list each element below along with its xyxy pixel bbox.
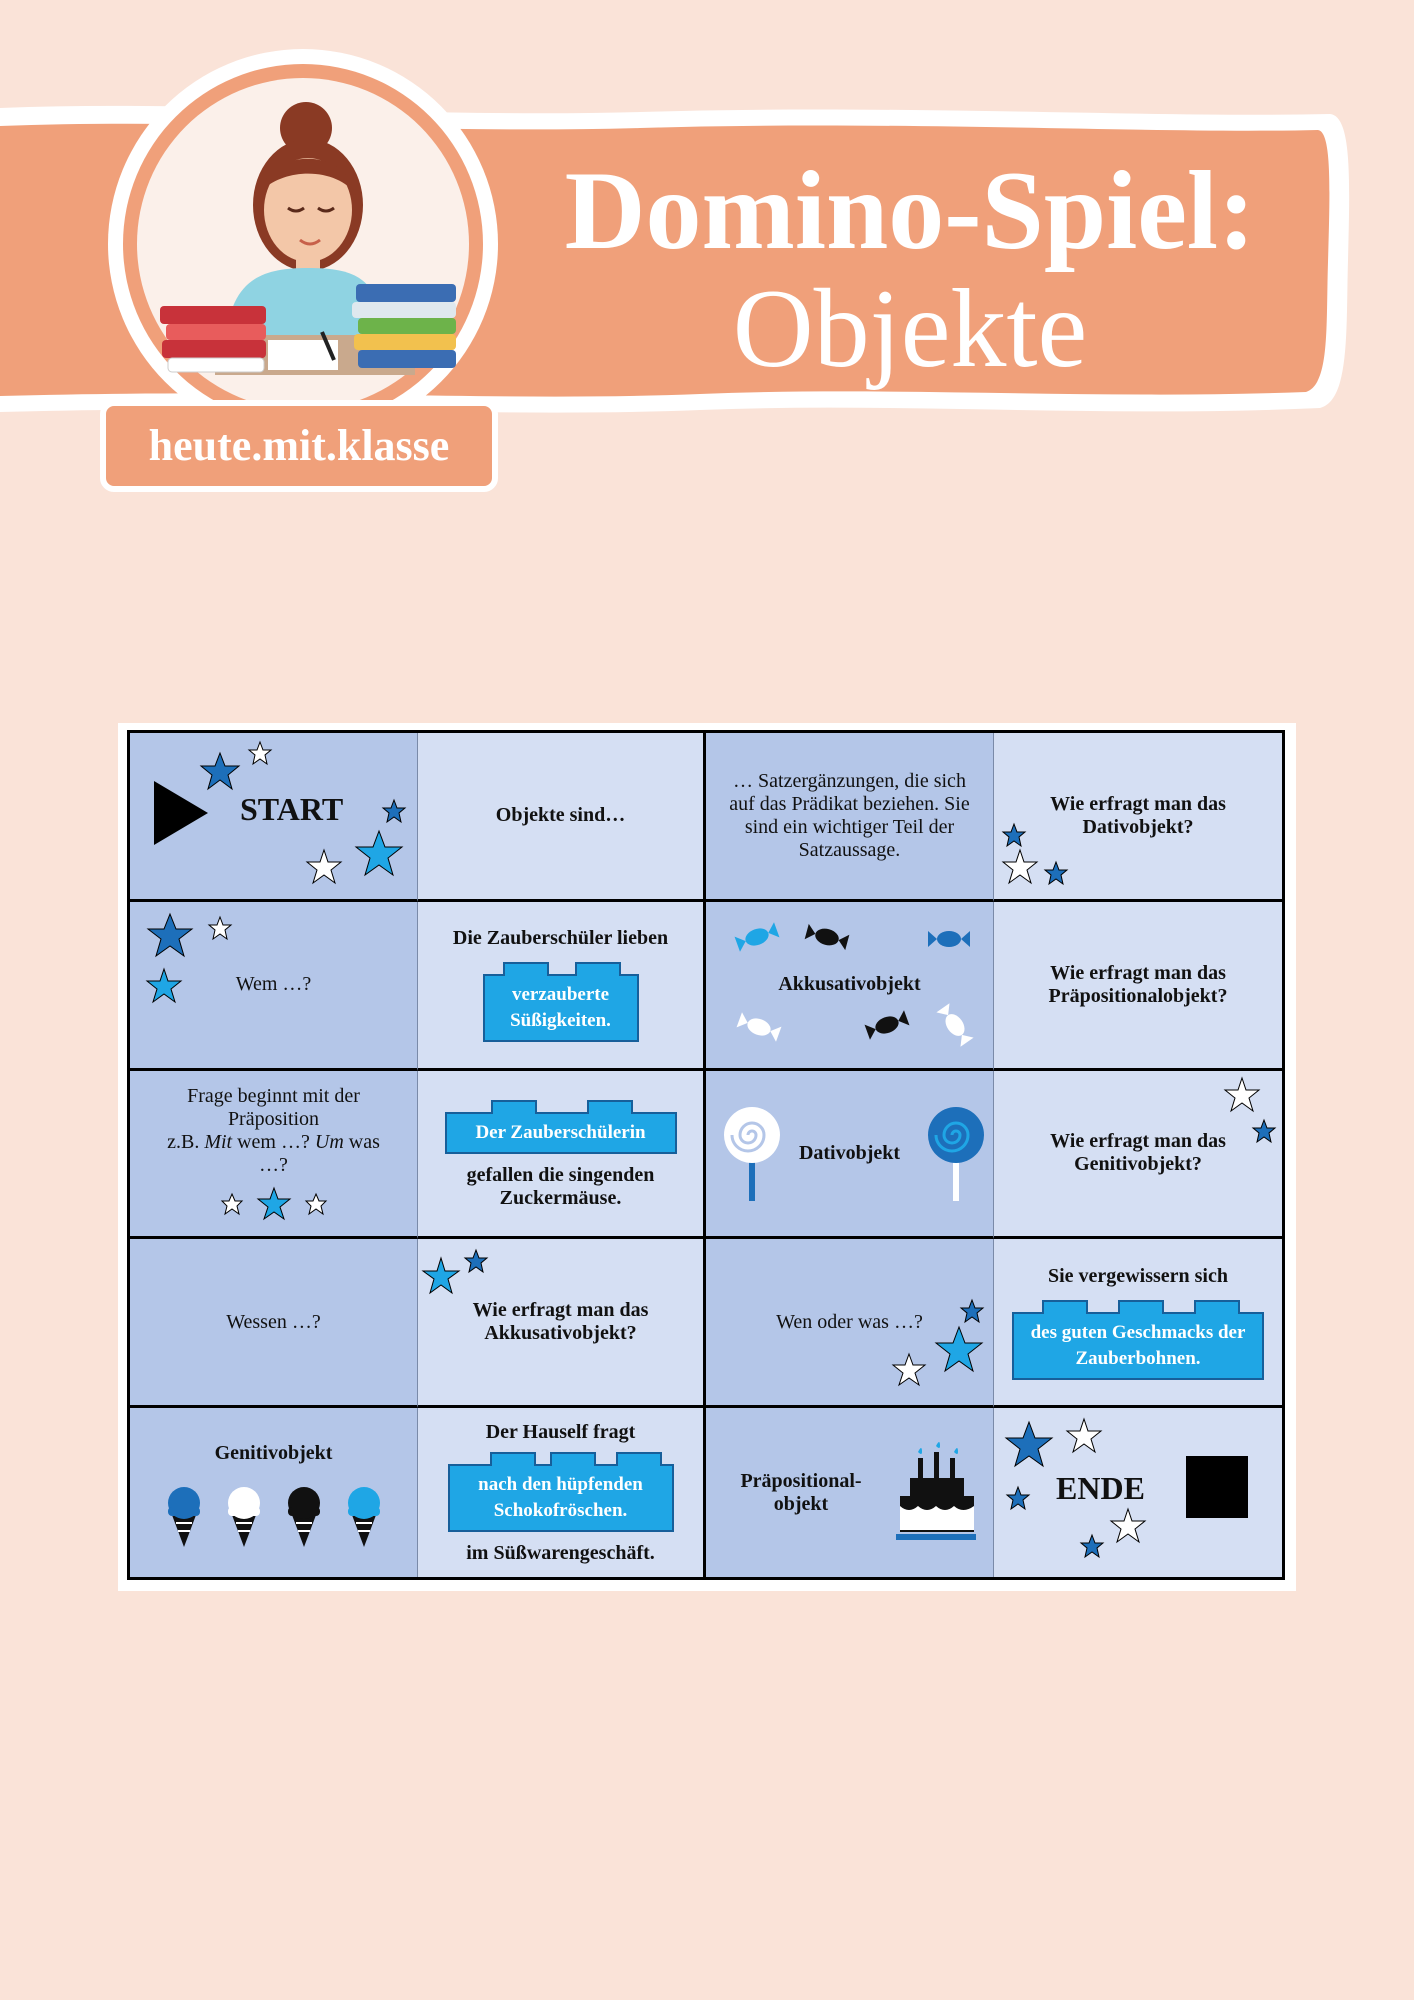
- cell-text: Wie erfragt man das Akkusativobjekt?: [472, 1299, 649, 1345]
- cell-text-example: z.B. Mit wem …? Um was …?: [167, 1131, 380, 1177]
- block-text: nach den hüpfenden Schokofröschen.: [478, 1473, 643, 1521]
- cell-text: Wessen …?: [226, 1310, 321, 1333]
- ice-cream-icon: [166, 1485, 202, 1547]
- star-icon: [1252, 1119, 1276, 1143]
- star-icon: [1002, 849, 1038, 885]
- star-icon: [306, 849, 342, 885]
- lollipop-icon: [722, 1107, 782, 1203]
- star-icon: [934, 1325, 984, 1375]
- domino-cell-r3c2: [418, 1071, 706, 1240]
- star-icon: [305, 1193, 327, 1215]
- cell-text: Wem …?: [235, 973, 312, 996]
- block-text: Der Zauberschülerin: [475, 1122, 646, 1144]
- star-icon: [257, 1187, 291, 1221]
- domino-cell-r5c3: [706, 1408, 994, 1577]
- title-line-2: Objekte: [732, 267, 1088, 391]
- domino-cell-r2c2: [418, 902, 706, 1071]
- block-text: verzauberte Süßigkeiten.: [510, 984, 611, 1032]
- cell-text: Präpositional-objekt: [740, 1469, 862, 1515]
- highlight-block: [1012, 1312, 1264, 1380]
- domino-cell-start: [130, 733, 418, 902]
- ice-cream-icon: [346, 1485, 382, 1547]
- cell-text: Die Zauberschüler lieben: [452, 927, 669, 950]
- star-icon: [1080, 1534, 1104, 1558]
- cell-text: Genitivobjekt: [214, 1442, 333, 1465]
- domino-cell-r1c3: [706, 733, 994, 902]
- cell-text: Akkusativobjekt: [778, 973, 921, 996]
- domino-cell-end: [994, 1408, 1282, 1577]
- domino-cell-r2c3: [706, 902, 994, 1071]
- star-icon: [1006, 1486, 1030, 1510]
- cell-text: Wen oder was …?: [776, 1310, 923, 1333]
- domino-cell-r4c4: [994, 1239, 1282, 1408]
- brand-badge: heute.mit.klasse: [100, 400, 498, 492]
- candy-icon: [864, 1010, 910, 1040]
- birthday-cake-icon: [896, 1444, 976, 1544]
- ice-cream-icon: [226, 1485, 262, 1547]
- ice-cream-icon: [286, 1485, 322, 1547]
- candy-icon: [804, 922, 850, 952]
- star-icon: [146, 912, 194, 960]
- cell-text: Wie erfragt man das Präpositionalobjekt?: [1048, 961, 1228, 1007]
- cell-text: Frage beginnt mit der Präposition: [187, 1085, 360, 1131]
- star-icon: [208, 916, 232, 940]
- cell-text: gefallen die singenden Zuckermäuse.: [466, 1164, 655, 1210]
- domino-cell-r3c4: [994, 1071, 1282, 1240]
- highlight-block: [448, 1464, 674, 1532]
- domino-cell-r1c4: [994, 733, 1282, 902]
- domino-cell-r1c2: [418, 733, 706, 902]
- domino-cell-r5c2: [418, 1408, 706, 1577]
- star-icon: [1002, 823, 1026, 847]
- candy-icon: [734, 922, 780, 952]
- block-text: des guten Geschmacks der Zauberbohnen.: [1030, 1321, 1246, 1369]
- candy-icon: [736, 1012, 782, 1042]
- domino-cell-r4c1: [130, 1239, 418, 1408]
- star-icon: [892, 1353, 926, 1387]
- cell-text: Der Hauself fragt: [485, 1420, 636, 1443]
- star-icon: [1044, 861, 1068, 885]
- star-icon: [221, 1193, 243, 1215]
- candy-icon: [926, 924, 972, 954]
- star-icon: [1066, 1418, 1102, 1454]
- domino-cell-r4c3: [706, 1239, 994, 1408]
- title-line-1: Domino-Spiel:: [564, 149, 1256, 273]
- cell-text: Dativobjekt: [798, 1141, 901, 1164]
- domino-cell-r4c2: [418, 1239, 706, 1408]
- domino-sheet: [118, 723, 1296, 1591]
- end-label: ENDE: [1056, 1470, 1145, 1507]
- star-icon: [960, 1299, 984, 1323]
- cell-text: im Süßwarengeschäft.: [466, 1541, 655, 1564]
- page-title: [520, 149, 1300, 391]
- cell-text: … Satzergänzungen, die sich auf das Prädikat beziehen. Sie sind ein wichtiger Teil der Satzaussage.: [729, 769, 970, 861]
- star-icon: [1004, 1420, 1054, 1470]
- domino-cell-r3c1: [130, 1071, 418, 1240]
- star-icon: [464, 1249, 488, 1273]
- star-icon: [1224, 1077, 1260, 1113]
- star-icon: [382, 799, 406, 823]
- domino-grid: [127, 730, 1285, 1580]
- stop-icon: [1186, 1456, 1248, 1518]
- star-icon: [1110, 1508, 1146, 1544]
- domino-cell-r3c3: [706, 1071, 994, 1240]
- cell-text: Objekte sind…: [495, 804, 626, 827]
- domino-cell-r2c1: [130, 902, 418, 1071]
- candy-icon: [932, 1010, 978, 1040]
- highlight-block: [445, 1112, 677, 1154]
- start-label: START: [240, 791, 344, 827]
- star-icon: [200, 751, 240, 791]
- cell-text: Wie erfragt man das Dativobjekt?: [1050, 792, 1226, 838]
- cell-text: Sie vergewissern sich: [1048, 1264, 1228, 1287]
- star-icon: [248, 741, 272, 765]
- highlight-block: [483, 974, 639, 1042]
- lollipop-icon: [926, 1107, 986, 1203]
- star-icon: [354, 829, 404, 879]
- cell-text: Wie erfragt man das Genitivobjekt?: [1050, 1130, 1226, 1176]
- star-icon: [422, 1257, 460, 1295]
- domino-cell-r5c1: [130, 1408, 418, 1577]
- domino-cell-r2c4: [994, 902, 1282, 1071]
- star-icon: [146, 968, 182, 1004]
